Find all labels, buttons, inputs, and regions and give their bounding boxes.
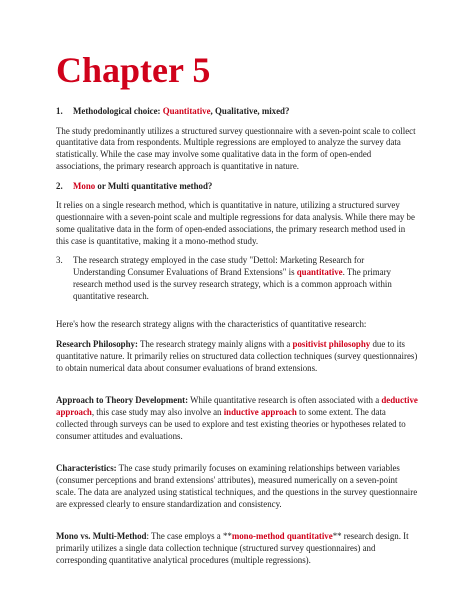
question-3 (56, 255, 418, 302)
question-2 (56, 181, 418, 193)
question-3-after: . The primary research method used is the survey research strategy, which is a common approach within quantitative research. (73, 267, 392, 301)
question-1-emphasis: Quantitative (162, 105, 211, 116)
chapter-title: Chapter 5 (56, 50, 211, 90)
deductive-emphasis: deductive approach (56, 395, 418, 418)
mono-multi-label: Mono vs. Multi-Method (56, 531, 147, 542)
answer-1-paragraph: The study predominantly utilizes a structured survey questionnaire with a seven-point scale to collect quantitative data from respondents. Multiple regressions are employed to analyze the survey data statistically. While the case may involve some qualitative data in the form of open-ended associations, the primary research approach is quantitative in nature. (56, 125, 416, 171)
intro-paragraph: Here's how the research strategy aligns with the characteristics of quantitative research: (56, 319, 367, 330)
question-1-number: 1. (56, 105, 63, 116)
mono-method-emphasis: mono-method quantitative (231, 531, 333, 542)
theory-development-label: Approach to Theory Development: (56, 395, 189, 406)
question-1-rest: , Qualitative, mixed? (210, 105, 290, 116)
research-philosophy-paragraph: Research Philosophy: The research strategy mainly aligns with a positivist philosophy due to its quantitative nature. It primarily relies on structured data collection techniques (survey questionnaires) to obtain numerical data about consumer evaluations of brand extensions. (56, 339, 418, 373)
question-2-number: 2. (56, 180, 63, 191)
research-philosophy-label: Research Philosophy: (56, 339, 138, 350)
mono-multi-paragraph: Mono vs. Multi-Method: The case employs a **mono-method quantitative** research design. It primarily utilizes a single data collection technique (structured survey questionnaires) and corresponding quantitative analytical procedures (multiple regressions). (56, 531, 409, 565)
inductive-emphasis: inductive approach (223, 407, 297, 418)
question-1 (56, 106, 418, 118)
question-2-rest: or Multi quantitative method? (95, 180, 213, 191)
question-3-emphasis: quantitative (296, 267, 343, 278)
characteristics-label: Characteristics: (56, 463, 117, 474)
question-2-emphasis: Mono (73, 180, 96, 191)
theory-development-paragraph: Approach to Theory Development: While quantitative research is often associated with a deductive approach, this case study may also involve an inductive approach to some extent. The data collected through surveys can be used to explore and test existing theories or hypotheses related to consumer attitudes and evaluations. (56, 395, 418, 441)
answer-2-paragraph: It relies on a single research method, which is quantitative in nature, utilizing a structured survey questionnaire with a seven-point scale and multiple regressions for data analysis. While there may be some qualitative data in the form of open-ended associations, the primary research method used in this case is quantitative, making it a mono-method study. (56, 200, 415, 246)
characteristics-paragraph: Characteristics: The case study primarily focuses on examining relationships between variables (consumer perceptions and brand extensions' attributes), measured numerically on a seven-point scale. The data are analyzed using statistical techniques, and the questions in the survey questionnaire are expressed clearly to ensure standardization and consistency. (56, 463, 418, 509)
question-3-before: The research strategy employed in the case study "Dettol: Marketing Research for Understanding Consumer Evaluations of Brand Extensions" is (73, 255, 365, 278)
positivist-emphasis: positivist philosophy (292, 339, 371, 350)
question-3-number: 3. (56, 255, 63, 266)
question-1-label: Methodological choice: (73, 105, 161, 116)
